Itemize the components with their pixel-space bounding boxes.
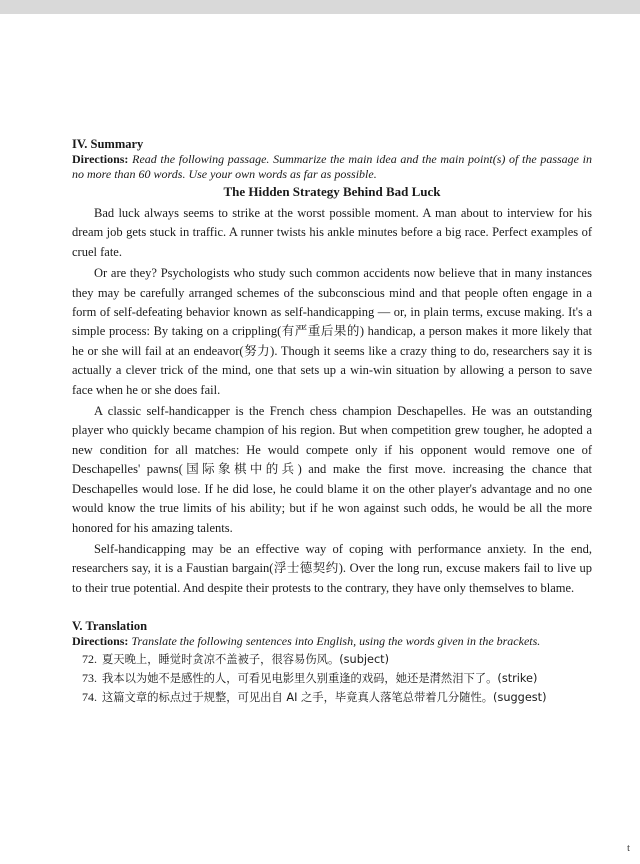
translation-item [72,650,592,669]
passage-title: The Hidden Strategy Behind Bad Luck [223,184,441,199]
scan-top-edge [0,0,640,14]
passage-paragraph: A classic self-handicapper is the French chess champion Deschapelles. He was an outstanding player who quickly became champion of his region. But when competition grew tougher, he adopted a new condition for all matches: He would compete only if his opponent would remove one of Deschapelles' pawns(国际象棋中的兵) and make the first move. increasing the chance that Deschapelles would lose. If he did lose, he could blame it on the other player's advantage and no one would know the true limits of his ability; but if he won against such odds, he would be all the more honored for his amazing talents. [72,404,592,535]
summary-section [72,136,592,598]
section-heading-translation: V. Translation [72,619,148,634]
item-number: 74. [82,690,97,705]
translation-item [72,669,592,688]
item-number: 72. [82,652,97,667]
item-sentence: 这篇文章的标点过于规整，可见出自 AI 之手，毕竟真人落笔总带着几分随性。 [102,691,494,705]
summary-directions [72,152,592,182]
passage-paragraph: Self-handicapping may be an effective way of coping with performance anxiety. In the end, researchers say, it is a Faustian bargain(浮士德契约). Over the long run, excuse makers fail to live up to their true potential. And despite their protests to the contrary, they have only themselves to blame. [72,541,592,595]
worksheet-page [72,136,592,707]
directions-label: Directions: [72,152,129,166]
directions-text: Translate the following sentences into English, using the words given in the brackets. [131,634,541,649]
item-sentence: 夏天晚上，睡觉时贪凉不盖被子，很容易伤风。 [102,653,340,667]
translation-section [72,618,592,707]
page-mark: t [626,842,630,854]
item-sentence: 我本以为她不是感性的人，可看见电影里久别重逢的戏码，她还是潸然泪下了。 [102,672,498,686]
section-heading-summary: IV. Summary [72,137,144,151]
translation-item [72,688,592,707]
item-hint: (strike) [497,672,538,686]
passage-paragraph: Or are they? Psychologists who study such common accidents now believe that in many instances they may be carefully arranged schemes of the subconscious mind and that people often engage in a form of self-defeating behavior known as self-handicapping — or, in plain terms, excuse making. It's a simple process: By taking on a crippling(有严重后果的) handicap, a person makes it more likely that he or she will fail at an endeavor(努力). Though it seems like a crazy thing to do, researchers say it is actually a clever trick of the mind, one that sets up a win-win situation by allowing a person to save face when he or she does fail. [72,266,592,397]
item-hint: (suggest) [493,691,547,705]
item-hint: (subject) [339,653,390,667]
passage-paragraph: Bad luck always seems to strike at the worst possible moment. A man about to interview for his dream job gets stuck in traffic. A runner twists his ankle minutes before a big race. Perfect examples of cruel fate. [72,206,592,259]
translation-directions [72,634,592,649]
directions-text: Read the following passage. Summarize the main idea and the main point(s) of the passage in no more than 60 words. Use your own words as far as possible. [72,152,592,181]
item-number: 73. [82,671,97,686]
translation-list [72,650,592,707]
directions-label: Directions: [72,634,129,649]
